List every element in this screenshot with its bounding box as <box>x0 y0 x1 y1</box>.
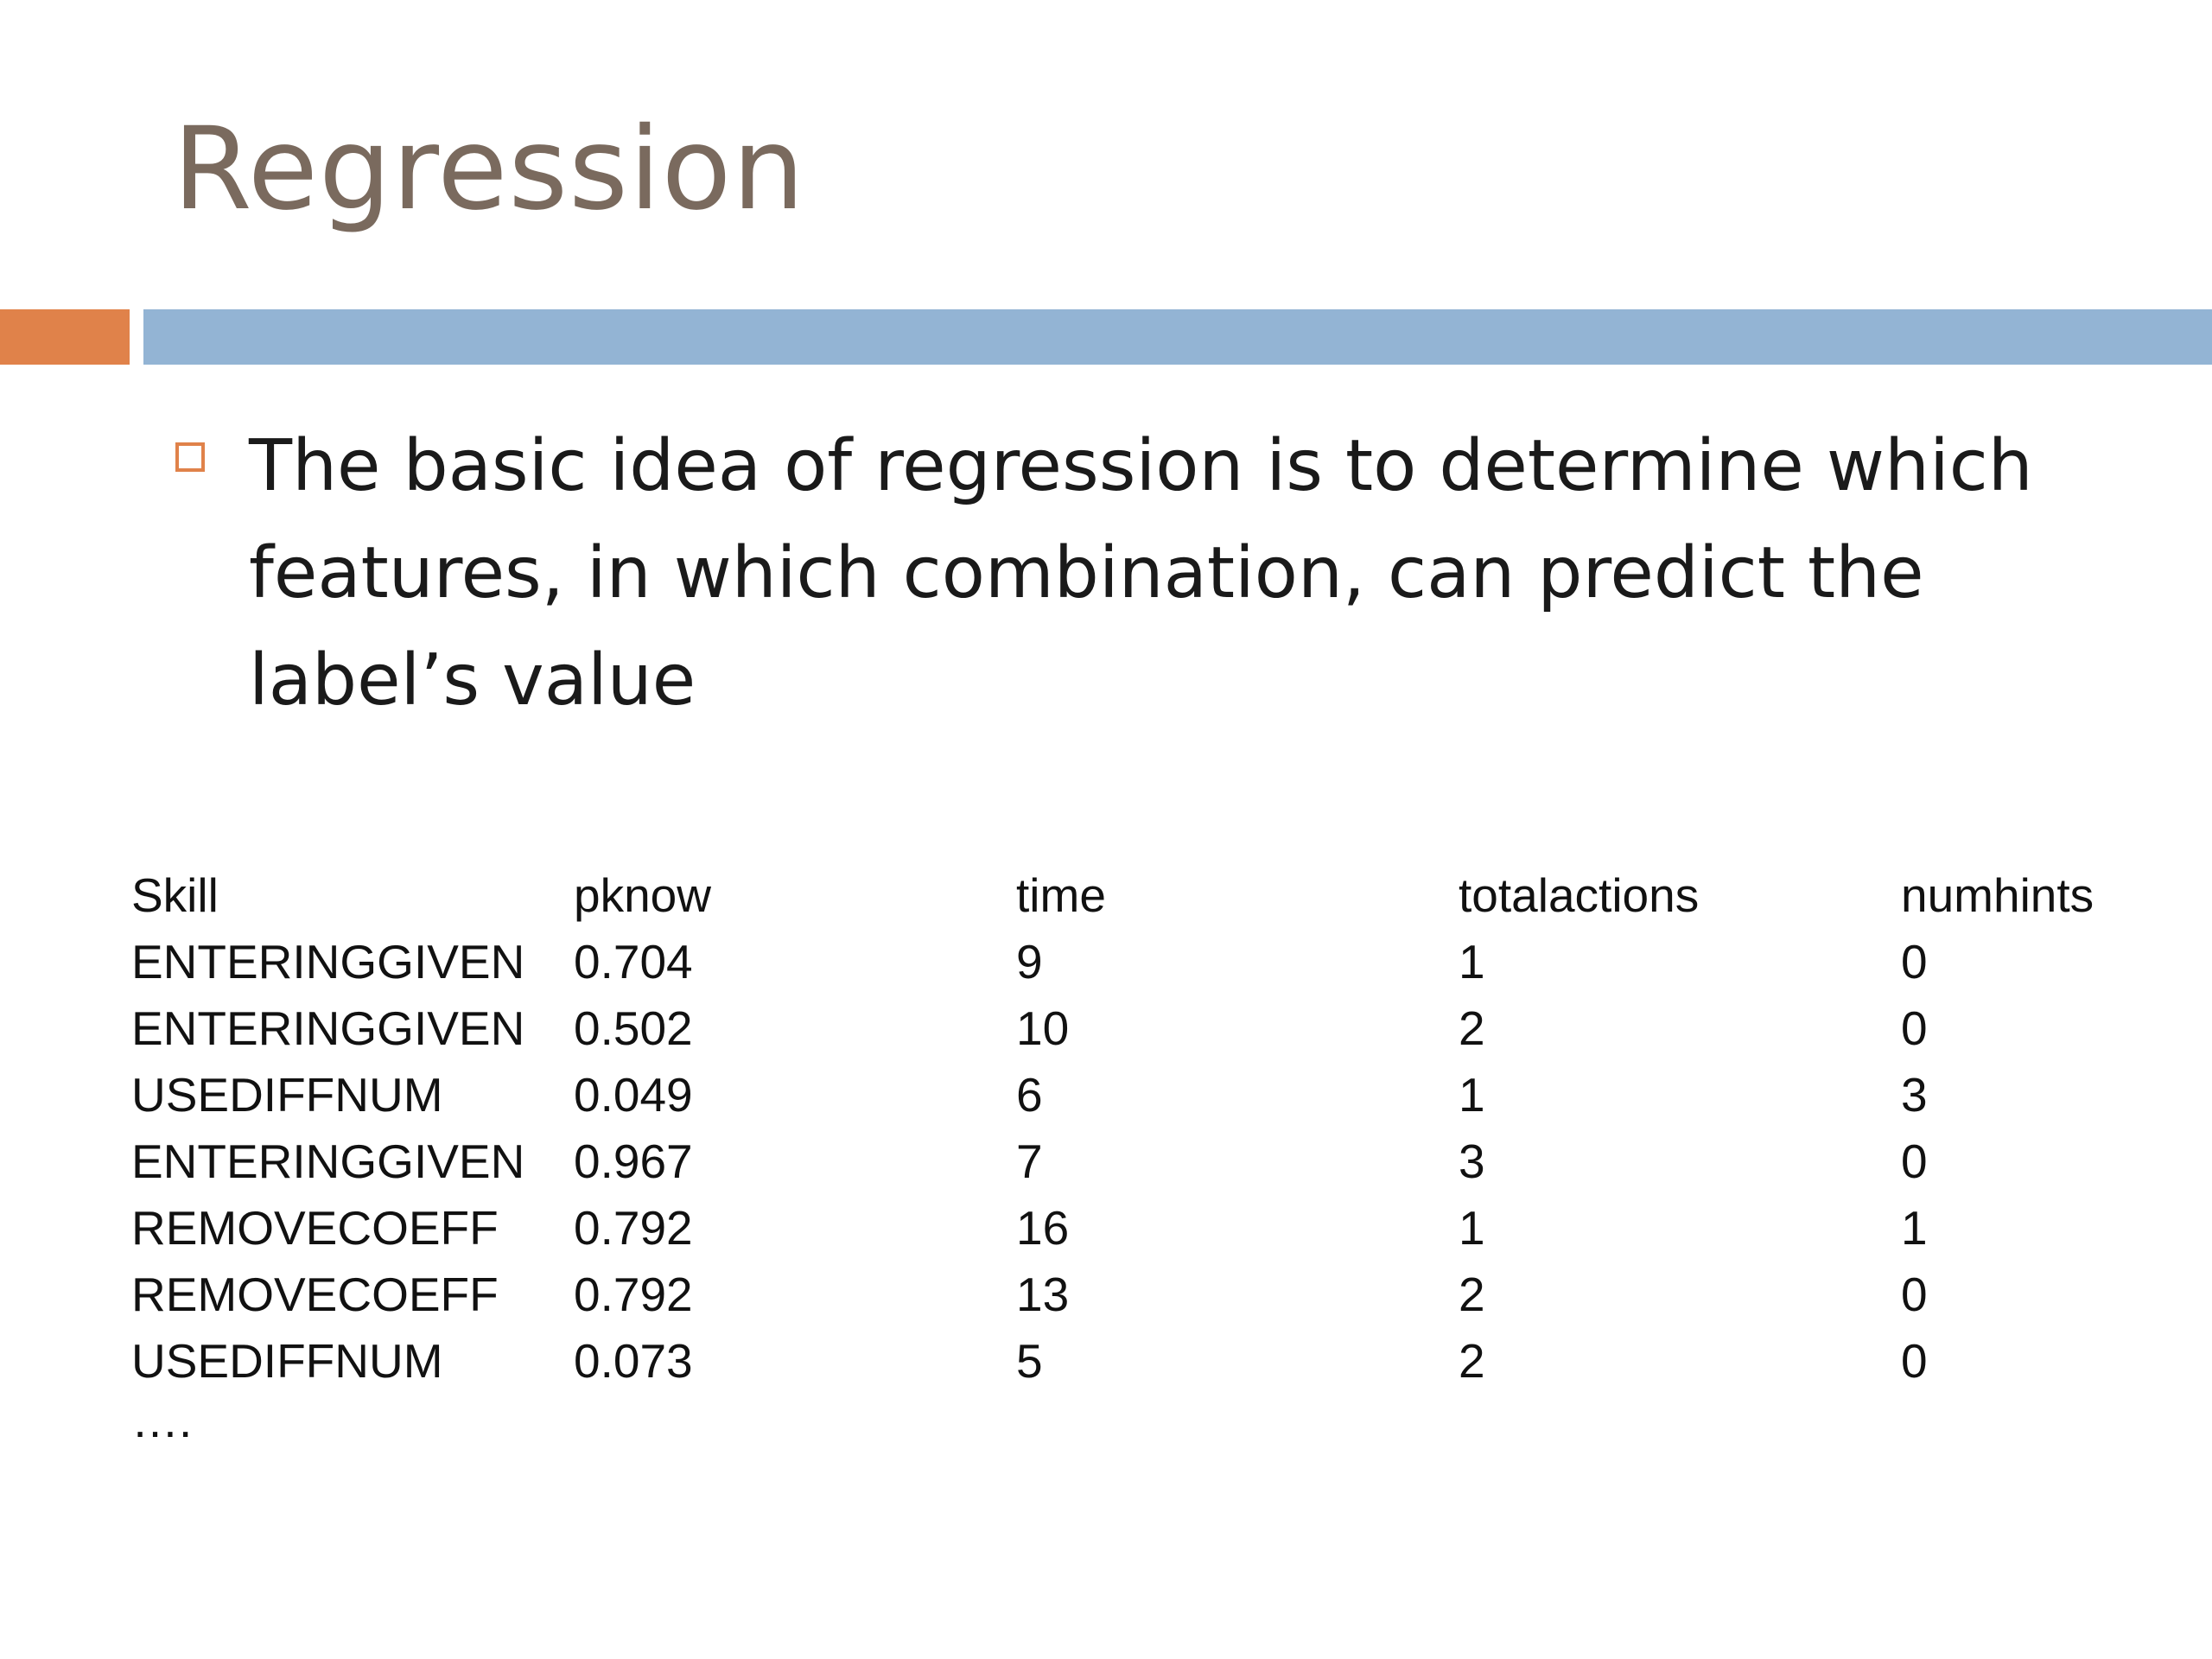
table-cell: 10 <box>1016 1001 1070 1055</box>
table-cell: 3 <box>1459 1135 1485 1188</box>
table-cell: 0.967 <box>574 1135 693 1188</box>
title-accent-bar <box>0 309 130 365</box>
table-cell: 0.704 <box>574 935 693 988</box>
table-cell: 0 <box>1901 935 1928 988</box>
bullet-text: The basic idea of regression is to determine which features, in which combination, can predict the label’s value <box>249 425 2033 721</box>
table-cell: USEDIFFNUM <box>131 1334 443 1388</box>
table-cell: 0.049 <box>574 1068 693 1122</box>
data-table <box>131 862 2160 1446</box>
table-cell: ENTERINGGIVEN <box>131 935 525 988</box>
table-cell: 1 <box>1901 1201 1928 1255</box>
table-cell: 13 <box>1016 1268 1070 1321</box>
table-cell: 1 <box>1459 1201 1485 1255</box>
column-header: totalactions <box>1459 868 1700 922</box>
table-row <box>131 1062 2160 1128</box>
table-cell: 0.792 <box>574 1201 693 1255</box>
table-cell: 1 <box>1459 1068 1485 1122</box>
table-cell: 16 <box>1016 1201 1070 1255</box>
table-cell: REMOVECOEFF <box>131 1268 499 1321</box>
table-cell: 3 <box>1901 1068 1928 1122</box>
column-header: pknow <box>574 868 711 922</box>
table-cell: 9 <box>1016 935 1043 988</box>
table-cell: USEDIFFNUM <box>131 1068 443 1122</box>
table-cell: 0 <box>1901 1334 1928 1388</box>
title-divider-bar <box>143 309 2212 365</box>
table-continuation: …. <box>131 1394 193 1447</box>
column-header: Skill <box>131 868 219 922</box>
table-cell: 2 <box>1459 1001 1485 1055</box>
column-header: time <box>1016 868 1106 922</box>
table-row <box>131 1262 2160 1328</box>
table-row <box>131 1328 2160 1395</box>
table-cell: 6 <box>1016 1068 1043 1122</box>
table-row <box>131 995 2160 1062</box>
table-cell: ENTERINGGIVEN <box>131 1135 525 1188</box>
table-cell: ENTERINGGIVEN <box>131 1001 525 1055</box>
bullet-square-icon <box>175 442 205 472</box>
table-row <box>131 929 2160 995</box>
table-cell: 0 <box>1901 1268 1928 1321</box>
table-cell: 0 <box>1901 1001 1928 1055</box>
table-cell: 2 <box>1459 1334 1485 1388</box>
table-cell: 0.073 <box>574 1334 693 1388</box>
table-cell: 2 <box>1459 1268 1485 1321</box>
slide-title: Regression <box>173 103 806 236</box>
table-row <box>131 1195 2160 1262</box>
table-cell: 0.502 <box>574 1001 693 1055</box>
table-cell: 7 <box>1016 1135 1043 1188</box>
table-row <box>131 1128 2160 1195</box>
table-cell: 1 <box>1459 935 1485 988</box>
table-header-row <box>131 862 2160 929</box>
table-cell: 5 <box>1016 1334 1043 1388</box>
table-cell: 0 <box>1901 1135 1928 1188</box>
table-cell: REMOVECOEFF <box>131 1201 499 1255</box>
column-header: numhints <box>1901 868 2094 922</box>
table-cell: 0.792 <box>574 1268 693 1321</box>
